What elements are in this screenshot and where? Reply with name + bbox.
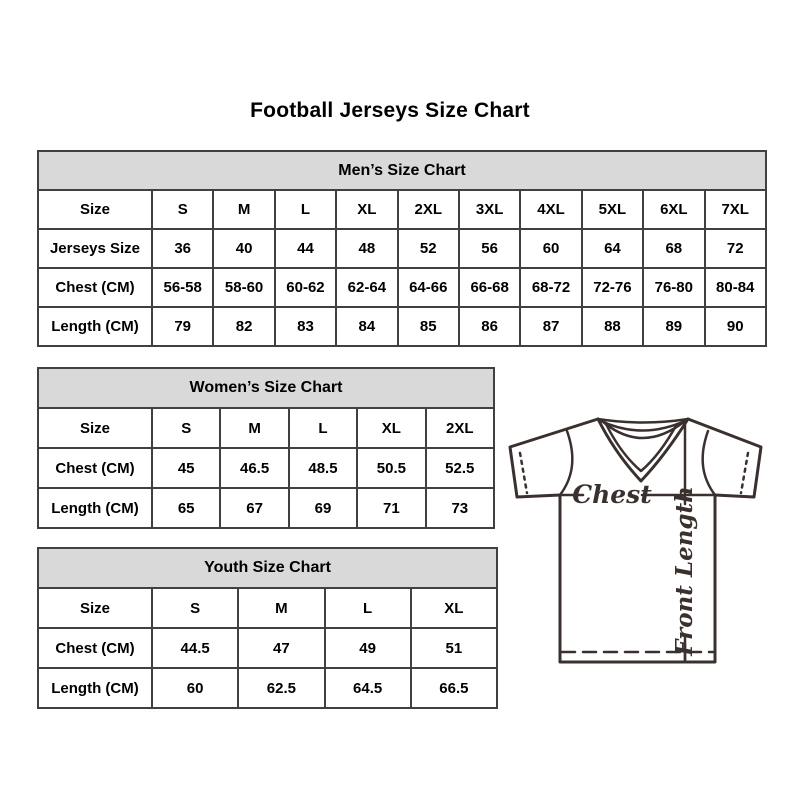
left-cuff-stitch-line: [520, 453, 527, 493]
table-cell: 2XL: [426, 408, 494, 448]
table-row: [38, 307, 766, 346]
table-header-row: [38, 368, 494, 408]
jersey-left-seam: [560, 431, 572, 495]
youth-table-title: Youth Size Chart: [38, 548, 497, 588]
jersey-right-seam: [703, 431, 715, 495]
table-cell: 62.5: [238, 668, 324, 708]
table-row: [38, 190, 766, 229]
womens-size-chart-table: [37, 367, 495, 529]
table-cell: 68-72: [520, 268, 581, 307]
table-cell: 79: [152, 307, 213, 346]
front-length-measure-label: Front Length: [671, 486, 698, 656]
table-cell: 7XL: [705, 190, 766, 229]
mens-size-chart-table: [37, 150, 767, 347]
table-cell: XL: [357, 408, 425, 448]
table-cell: 64.5: [325, 668, 411, 708]
table-cell: 50.5: [357, 448, 425, 488]
chest-measure-label: Chest: [572, 480, 652, 509]
table-cell: M: [213, 190, 274, 229]
table-cell: 82: [213, 307, 274, 346]
row-label: Chest (CM): [38, 448, 152, 488]
row-label: Size: [38, 588, 152, 628]
table-cell: 3XL: [459, 190, 520, 229]
table-cell: 90: [705, 307, 766, 346]
table-cell: L: [325, 588, 411, 628]
table-cell: 60: [152, 668, 238, 708]
table-cell: 51: [411, 628, 497, 668]
table-cell: 56-58: [152, 268, 213, 307]
table-cell: 58-60: [213, 268, 274, 307]
row-label: Length (CM): [38, 668, 152, 708]
row-label: Length (CM): [38, 488, 152, 528]
table-cell: 66.5: [411, 668, 497, 708]
table-cell: S: [152, 588, 238, 628]
table-cell: 80-84: [705, 268, 766, 307]
right-cuff-stitch-line: [741, 453, 748, 493]
table-cell: 65: [152, 488, 220, 528]
table-cell: 45: [152, 448, 220, 488]
table-cell: 60-62: [275, 268, 336, 307]
table-cell: L: [275, 190, 336, 229]
table-cell: 49: [325, 628, 411, 668]
table-cell: 4XL: [520, 190, 581, 229]
table-row: [38, 408, 494, 448]
mens-table-title: Men’s Size Chart: [38, 151, 766, 190]
table-row: [38, 229, 766, 268]
table-cell: S: [152, 190, 213, 229]
table-row: [38, 448, 494, 488]
table-cell: 69: [289, 488, 357, 528]
table-cell: 48: [336, 229, 397, 268]
jersey-right-sleeve: [688, 419, 761, 497]
table-cell: XL: [336, 190, 397, 229]
table-cell: S: [152, 408, 220, 448]
youth-size-chart-table: [37, 547, 498, 709]
table-cell: 62-64: [336, 268, 397, 307]
table-cell: 44.5: [152, 628, 238, 668]
row-label: Chest (CM): [38, 628, 152, 668]
row-label: Size: [38, 190, 152, 229]
table-cell: 47: [238, 628, 324, 668]
table-row: [38, 668, 497, 708]
table-row: [38, 628, 497, 668]
table-cell: 66-68: [459, 268, 520, 307]
table-cell: 72-76: [582, 268, 643, 307]
table-cell: 48.5: [289, 448, 357, 488]
table-header-row: [38, 548, 497, 588]
row-label: Chest (CM): [38, 268, 152, 307]
table-cell: XL: [411, 588, 497, 628]
table-cell: 71: [357, 488, 425, 528]
table-cell: L: [289, 408, 357, 448]
table-cell: 44: [275, 229, 336, 268]
table-cell: 2XL: [398, 190, 459, 229]
table-row: [38, 488, 494, 528]
table-cell: 73: [426, 488, 494, 528]
row-label: Jerseys Size: [38, 229, 152, 268]
jersey-illustration: [498, 411, 770, 673]
table-cell: 76-80: [643, 268, 704, 307]
table-cell: 64-66: [398, 268, 459, 307]
table-cell: 85: [398, 307, 459, 346]
table-cell: 52.5: [426, 448, 494, 488]
table-cell: 56: [459, 229, 520, 268]
table-cell: 6XL: [643, 190, 704, 229]
table-cell: 87: [520, 307, 581, 346]
table-cell: 88: [582, 307, 643, 346]
table-cell: 36: [152, 229, 213, 268]
table-header-row: [38, 151, 766, 190]
table-cell: 83: [275, 307, 336, 346]
table-cell: 40: [213, 229, 274, 268]
collar-top-line: [598, 419, 688, 423]
table-cell: 68: [643, 229, 704, 268]
womens-table-title: Women’s Size Chart: [38, 368, 494, 408]
table-cell: M: [220, 408, 288, 448]
table-cell: 72: [705, 229, 766, 268]
table-cell: 86: [459, 307, 520, 346]
table-cell: 67: [220, 488, 288, 528]
row-label: Size: [38, 408, 152, 448]
table-cell: 60: [520, 229, 581, 268]
jersey-measurement-diagram: [498, 411, 770, 673]
table-cell: 64: [582, 229, 643, 268]
table-row: [38, 588, 497, 628]
table-cell: M: [238, 588, 324, 628]
table-cell: 89: [643, 307, 704, 346]
table-cell: 52: [398, 229, 459, 268]
page-title: Football Jerseys Size Chart: [250, 99, 530, 122]
table-cell: 84: [336, 307, 397, 346]
table-cell: 46.5: [220, 448, 288, 488]
row-label: Length (CM): [38, 307, 152, 346]
table-cell: 5XL: [582, 190, 643, 229]
table-row: [38, 268, 766, 307]
